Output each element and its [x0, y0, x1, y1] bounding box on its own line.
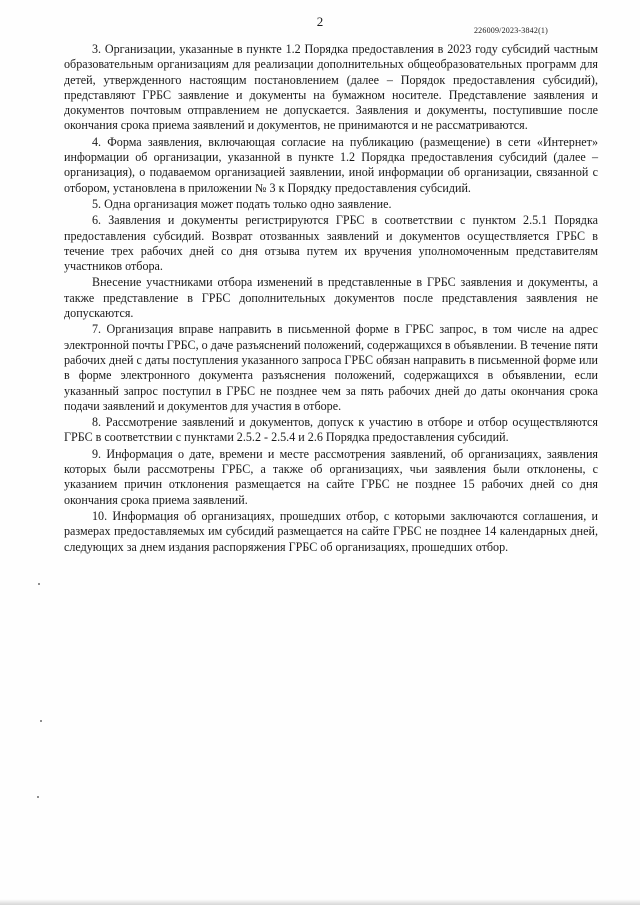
document-reference: 226009/2023-3842(1) [473, 26, 548, 35]
paragraph-3: 3. Организации, указанные в пункте 1.2 Порядка предоставления в 2023 году субсидий частным образовательным организациям для реализации дополнительных общеобразовательных программ для детей, утвержденного настоящим постановлением (далее – Порядок предоставления субсидий), представляют ГРБС заявление и документы на бумажном носителе. Представление заявления и документов почтовым отправлением не допускается. Заявления и документы, поступившие после окончания срока приема заявлений и документов, не принимаются и не рассматриваются. [64, 42, 598, 133]
paragraph-5: 5. Одна организация может подать только одно заявление. [92, 196, 392, 211]
document-body [64, 42, 598, 556]
scan-artifact [38, 583, 40, 585]
paragraph-9: 9. Информация о дате, времени и месте рассмотрения заявлений, об организациях, заявления которых были рассмотрены ГРБС, а также об организациях, чьи заявления были отклонены, с указанием причин отклонения размещается на сайте ГРБС не позднее 15 рабочих дней со дня окончания срока приема заявлений. [64, 446, 598, 507]
paragraph-6-continuation: Внесение участниками отбора изменений в представленные в ГРБС заявления и документы, а также представление в ГРБС дополнительных документов после представления заявления не допускаются. [64, 275, 598, 321]
paragraph-8: 8. Рассмотрение заявлений и документов, допуск к участию в отборе и отбор осуществляются ГРБС в соответствии с пунктами 2.5.2 - 2.5.4 и 2.6 Порядка предоставления субсидий. [64, 415, 598, 445]
page-bottom-edge [0, 899, 640, 905]
scan-artifact [37, 796, 39, 798]
paragraph-10: 10. Информация об организациях, прошедших отбор, с которыми заключаются соглашения, и размерах предоставляемых им субсидий размещается на сайте ГРБС не позднее 14 календарных дней, следующих за днем издания распоряжения ГРБС об организациях, прошедших отбор. [64, 508, 598, 554]
paragraph-4: 4. Форма заявления, включающая согласие на публикацию (размещение) в сети «Интернет» информации об организации, указанной в пункте 1.2 Порядка предоставления субсидий (далее – организация), о подаваемом организацией заявлении, иной информации об организации, связанной с отбором, установлена в приложении № 3 к Порядку предоставления субсидий. [64, 134, 598, 195]
page-number: 2 [316, 14, 324, 29]
scan-artifact [40, 720, 42, 722]
paragraph-7: 7. Организация вправе направить в письменной форме в ГРБС запрос, в том числе на адрес электронной почты ГРБС, о даче разъяснений положений, содержащихся в объявлении. В течение пяти рабочих дней с даты поступления указанного запроса ГРБС обязан направить в письменной форме или в форме электронного документа разъяснения положений, содержащихся в объявлении, если указанный запрос поступил в ГРБС не позднее чем за пять рабочих дней до даты окончания срока подачи заявлений и документов для участия в отборе. [64, 322, 598, 413]
paragraph-6: 6. Заявления и документы регистрируются ГРБС в соответствии с пунктом 2.5.1 Порядка предоставления субсидий. Возврат отозванных заявлений и документов осуществляется ГРБС в течение трех рабочих дней со дня отзыва путем их вручения уполномоченным представителям участников отбора. [64, 213, 598, 274]
